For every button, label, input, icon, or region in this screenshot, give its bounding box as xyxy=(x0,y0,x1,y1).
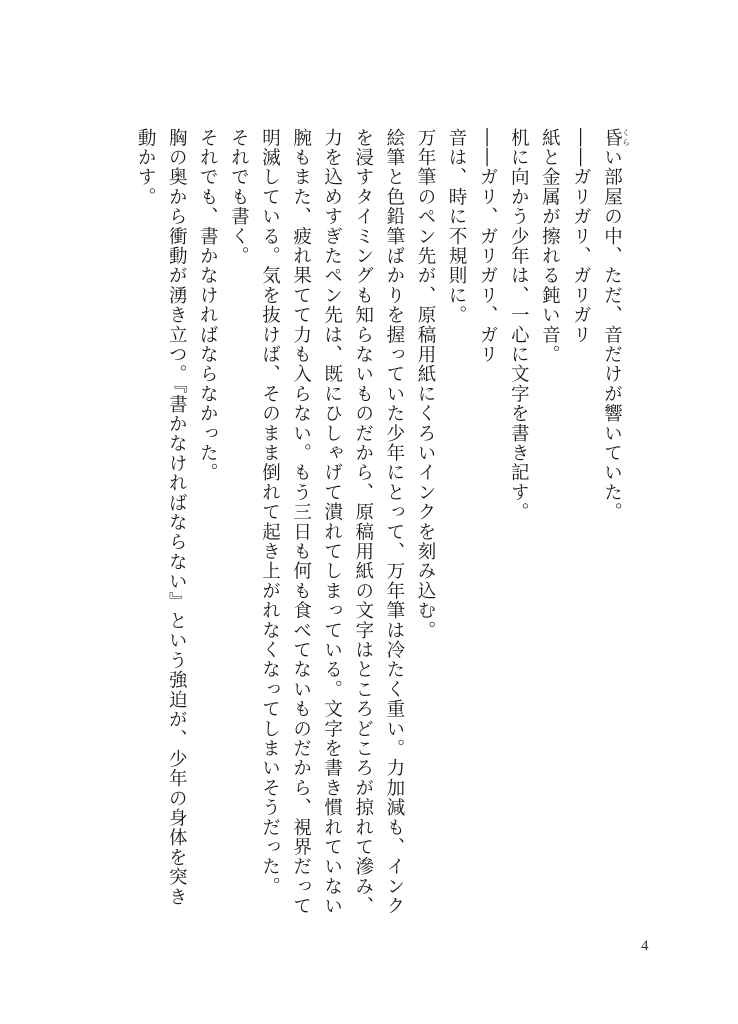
paragraph-6: 音は、時に不規則に。 xyxy=(446,128,468,325)
paragraph-5: ――ガリ、ガリガリ、ガリ xyxy=(477,128,499,365)
body-text xyxy=(130,128,630,918)
paragraph-11: 胸の奥から衝動が湧き立つ。『書かなければならない』という強迫が、少年の身体を突き動かす。 xyxy=(135,128,188,907)
ruby-annotation: 昏 くら xyxy=(601,128,631,148)
paragraph-9: それでも書く。 xyxy=(228,128,250,266)
page-number: 4 xyxy=(641,938,649,954)
paragraph-8: 絵筆と色鉛筆ばかりを握っていた少年にとって、万年筆は冷たく重い。力加減も、インクを浸すタイミングも知らないものだから、原稿用紙の文字はところどころが掠れて滲み、力を込めすぎたペン先は、既にひしゃげて潰れてしまっている。文字を書き慣れていない腕もまた、疲れ果てて力も入らない。もう三日も何も食べてないものだから、視界だって明滅している。気を抜けば、そのまま倒れて起き上がれなくなってしまいそうだった。 xyxy=(259,128,405,916)
paragraph-3: 紙と金属が擦れる鈍い音。 xyxy=(539,128,561,365)
paragraph-1: 昏 くらい部屋の中、ただ、音だけが響いていた。 xyxy=(601,128,631,523)
paragraph-10: それでも、書かなければならなかった。 xyxy=(197,128,219,483)
paragraph-2: ――ガリガリ、ガリガリ xyxy=(570,128,592,345)
paragraph-4: 机に向かう少年は、一心に文字を書き記す。 xyxy=(508,128,530,522)
paragraph-7: 万年筆のペン先が、原稿用紙にくろいインクを刻み込む。 xyxy=(414,128,436,641)
